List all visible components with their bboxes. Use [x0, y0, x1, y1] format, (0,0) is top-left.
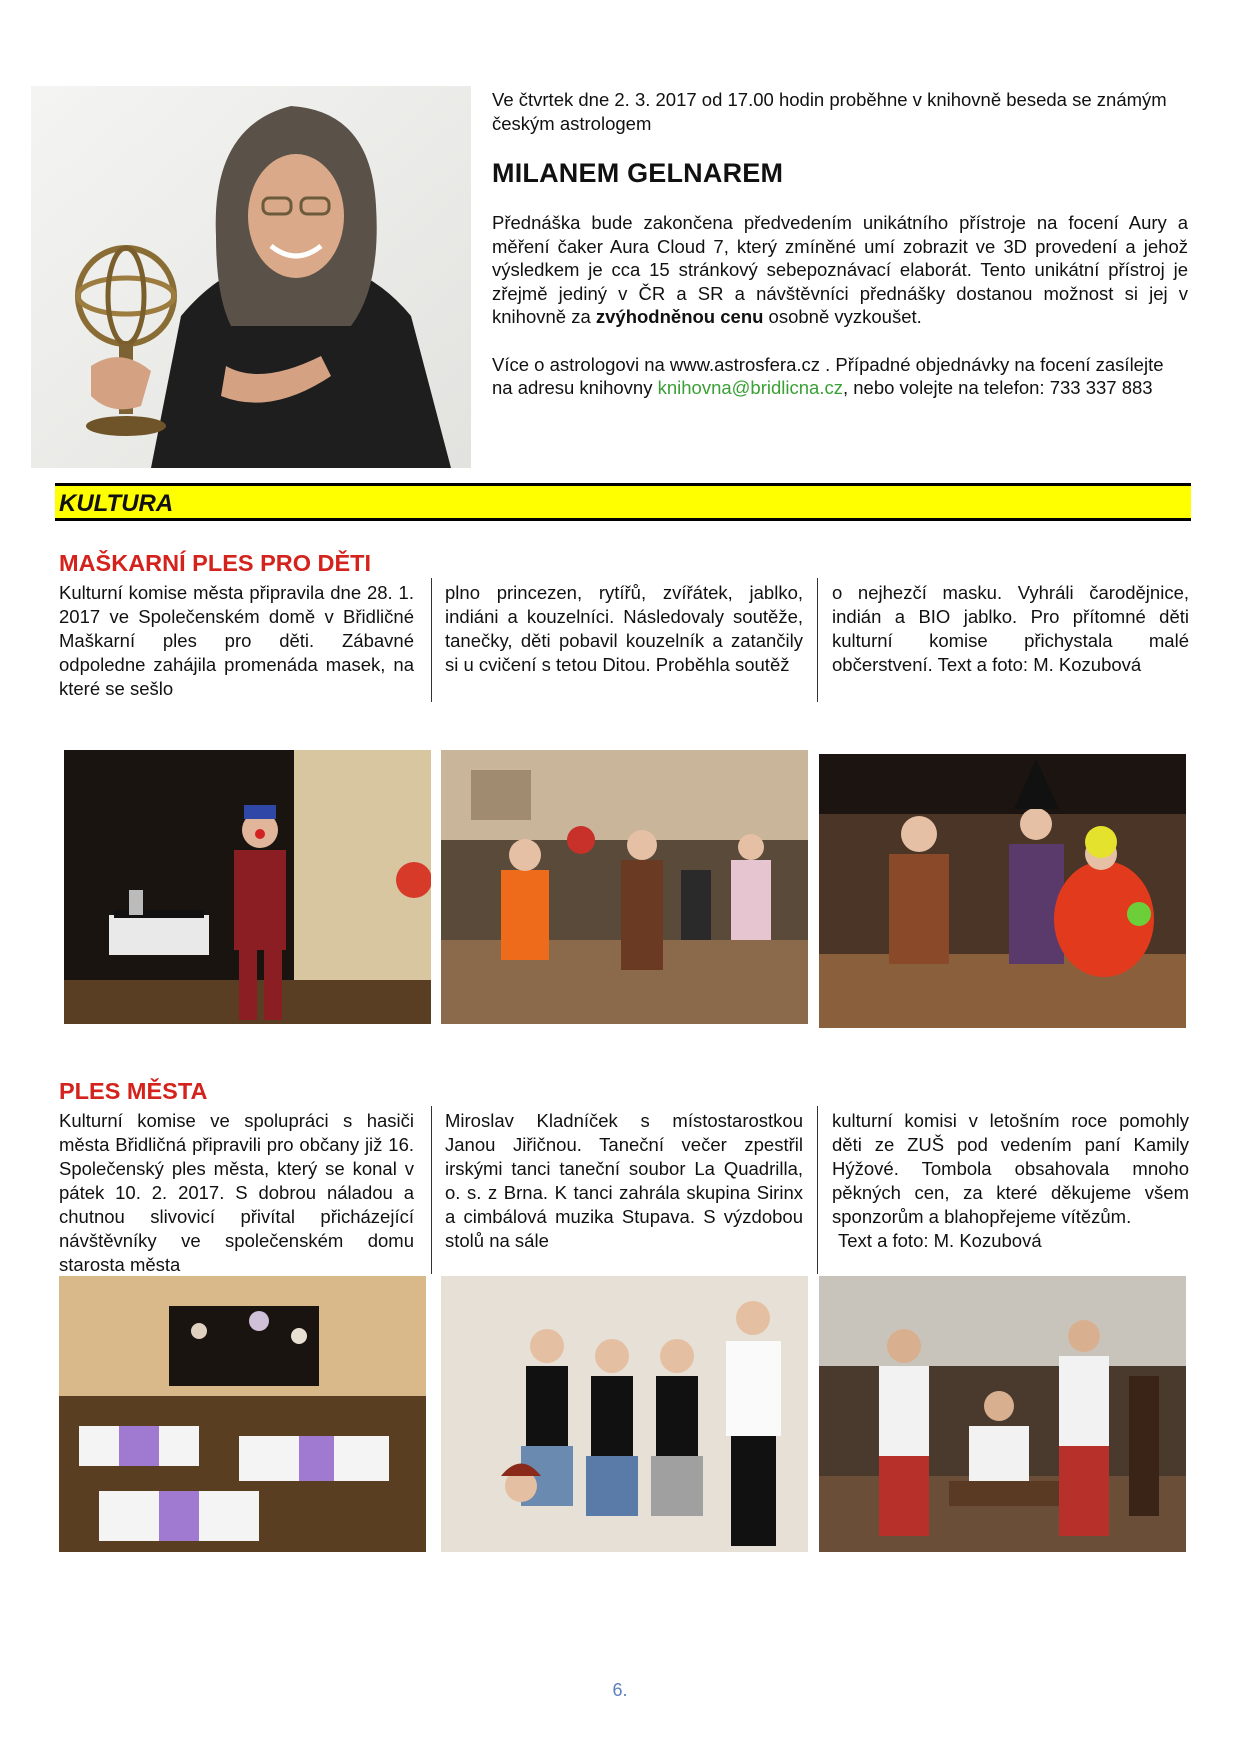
- article1-column-1: Kulturní komise města připravila dne 28. 1. 2017 ve Společenském domě v Břidličné Maškarní ples pro děti. Zábavné odpoledne zahájila promenáda masek, na které se sešlo: [59, 582, 414, 699]
- article2-column-1: Kulturní komise ve spolupráci s hasiči města Břidličná připravili pro občany již 16. Společenský ples města, který se konal v pátek 10. 2. 2017. S dobrou náladou a chutnou slivovicí přivítal přicházející návštěvníky ve společenském domu starosta města: [59, 1110, 414, 1275]
- intro-block: [492, 88, 1188, 400]
- column-divider: [817, 578, 818, 702]
- article-title-town-ball: PLES MĚSTA: [59, 1078, 208, 1104]
- photo-folk-musicians: [819, 1276, 1186, 1552]
- article1-column-2: plno princezen, rytířů, zvířátek, jablko, indiáni a kouzelníci. Následovaly soutěže, tanečky, děti pobavil kouzelník a zatančily si u cvičení s tetou Ditou. Proběhla soutěž: [445, 582, 803, 675]
- article-title-masquerade: MAŠKARNÍ PLES PRO DĚTI: [59, 550, 372, 576]
- intro-paragraph: Přednáška bude zakončena předvedením unikátního přístroje na focení Aury a měření čaker Aura Cloud 7, který zmíněné umí zobrazit ve 3D provedení a jehož výsledkem je cca 15 stránkový sebepoznávací elaborát. Tento unikátní přístroj je zřejmě jediný v ČR a SR a návštěvníci přednášky dostanou možnost si jej v knihovně za zvýhodněnou cenu osobně vyzkoušet.: [492, 212, 1188, 327]
- email-link[interactable]: knihovna@bridlicna.cz: [657, 377, 843, 398]
- article1-column-3: o nejhezčí masku. Vyhráli čarodějnice, indián a BIO jablko. Pro přítomné děti kulturní komise přichystala malé občerstvení. Text a foto: M. Kozubová: [832, 582, 1189, 675]
- speaker-name: MILANEM GELNAREM: [492, 158, 784, 188]
- photo-credit: Text a foto: M. Kozubová: [838, 1230, 1042, 1251]
- article2-column-2: Miroslav Kladníček s místostarostkou Janou Jiřičnou. Taneční večer zpestřil irskými tanci taneční soubor La Quadrilla, o. s. z Brna. K tanci zahrála skupina Sirinx a cimbálová muzika Stupava. S výzdobou stolů na sále: [445, 1110, 803, 1251]
- banner-label: KULTURA: [59, 490, 174, 517]
- photo-ballroom-tables: [59, 1276, 426, 1552]
- column-divider: [431, 1106, 432, 1274]
- column-divider: [817, 1106, 818, 1274]
- column-divider: [431, 578, 432, 702]
- contact-paragraph: Více o astrologovi na www.astrosfera.cz . Případné objednávky na focení zasílejte na adresu knihovny knihovna@bridlicna.cz, nebo volejte na telefon: 733 337 883: [492, 353, 1164, 398]
- article2-column-3: kulturní komisi v letošním roce pomohly děti ze ZUŠ pod vedením paní Kamily Hýžové. Tombola obsahovala mnoho pěkných cen, za které děkujeme všem sponzorům a blahopřejeme vítězům. Text a foto: M. Kozubová: [832, 1110, 1189, 1251]
- page-number: 6.: [612, 1680, 628, 1700]
- photo-costume-winners: [819, 754, 1186, 1028]
- astrologer-photo: [31, 86, 471, 468]
- photo-irish-dancers: [441, 1276, 808, 1552]
- section-banner: [55, 483, 1191, 521]
- photo-children-dancing: [441, 750, 808, 1024]
- intro-line: Ve čtvrtek dne 2. 3. 2017 od 17.00 hodin proběhne v knihovně beseda se známým českým astrologem: [492, 89, 1167, 134]
- photo-magician-clown: [64, 750, 431, 1024]
- discount-emphasis: zvýhodněnou cenu: [595, 306, 764, 327]
